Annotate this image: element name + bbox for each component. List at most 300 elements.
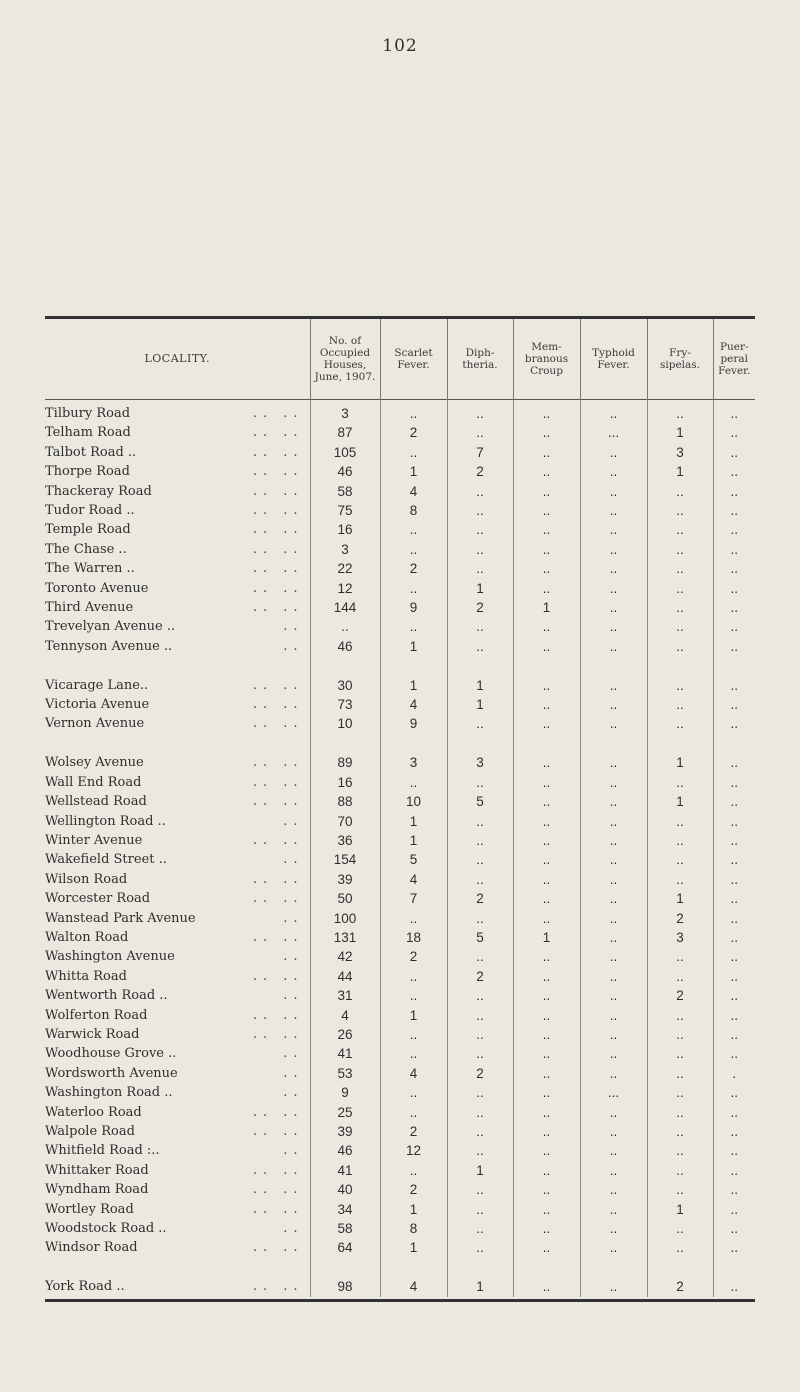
occupied-houses-cell: 3: [310, 404, 380, 423]
erysipelas-cell: 1: [647, 792, 713, 811]
diphtheria-cell: 1: [447, 695, 513, 714]
empty-cell: [713, 734, 755, 753]
typhoid-fever-cell: ..: [580, 1064, 647, 1083]
puerperal-fever-cell: ..: [713, 850, 755, 869]
locality-name: Thorpe Road: [45, 464, 130, 480]
puerperal-fever-cell: ..: [713, 1238, 755, 1257]
table-row: [45, 967, 755, 986]
erysipelas-cell: ..: [647, 1219, 713, 1238]
diphtheria-cell: ..: [447, 1141, 513, 1160]
locality-cell: [45, 617, 310, 636]
header-erysipelas: [647, 319, 713, 400]
membranous-croup-cell: ..: [513, 559, 580, 578]
occupied-houses-cell: 87: [310, 423, 380, 442]
membranous-croup-cell: ..: [513, 1219, 580, 1238]
locality-cell: [45, 1141, 310, 1160]
occupied-houses-cell: 42: [310, 947, 380, 966]
header-line: branous: [524, 353, 569, 365]
scarlet-fever-cell: 1: [380, 1238, 447, 1257]
empty-cell: [713, 1258, 755, 1277]
table-row: [45, 482, 755, 501]
diphtheria-cell: ..: [447, 714, 513, 733]
typhoid-fever-cell: ..: [580, 909, 647, 928]
puerperal-fever-cell: ..: [713, 1122, 755, 1141]
puerperal-fever-cell: ..: [713, 1180, 755, 1199]
puerperal-fever-cell: ..: [713, 404, 755, 423]
locality-cell: [45, 773, 310, 792]
leader-dots: .. ..: [252, 503, 304, 519]
puerperal-fever-cell: ..: [713, 714, 755, 733]
scarlet-fever-cell: 18: [380, 928, 447, 947]
locality-name: Wanstead Park Avenue: [45, 910, 196, 926]
leader-dots: .. ..: [252, 1104, 304, 1120]
occupied-houses-cell: 58: [310, 482, 380, 501]
membranous-croup-cell: ..: [513, 443, 580, 462]
occupied-houses-cell: 131: [310, 928, 380, 947]
diphtheria-cell: 1: [447, 579, 513, 598]
table-row: [45, 1219, 755, 1238]
typhoid-fever-cell: ..: [580, 559, 647, 578]
typhoid-fever-cell: ..: [580, 443, 647, 462]
empty-cell: [513, 734, 580, 753]
membranous-croup-cell: ..: [513, 909, 580, 928]
leader-dots: ..: [283, 1065, 304, 1081]
table-row: [45, 637, 755, 656]
puerperal-fever-cell: ..: [713, 579, 755, 598]
leader-dots: ..: [283, 852, 304, 868]
typhoid-fever-cell: ..: [580, 1141, 647, 1160]
diphtheria-cell: 1: [447, 1161, 513, 1180]
header-line: Fever.: [597, 359, 630, 371]
membranous-croup-cell: ..: [513, 1025, 580, 1044]
typhoid-fever-cell: ..: [580, 695, 647, 714]
table-row: [45, 753, 755, 772]
typhoid-fever-cell: ..: [580, 1277, 647, 1296]
diphtheria-cell: ..: [447, 1200, 513, 1219]
locality-cell: [45, 909, 310, 928]
table-row: [45, 986, 755, 1005]
locality-cell: [45, 1044, 310, 1063]
locality-name: Waterloo Road: [45, 1104, 142, 1120]
table-row: [45, 598, 755, 617]
erysipelas-cell: ..: [647, 870, 713, 889]
membranous-croup-cell: ..: [513, 501, 580, 520]
diphtheria-cell: ..: [447, 909, 513, 928]
locality-name: Wall End Road: [45, 774, 142, 790]
puerperal-fever-cell: ..: [713, 559, 755, 578]
locality-name: Wolferton Road: [45, 1007, 148, 1023]
occupied-houses-cell: 12: [310, 579, 380, 598]
typhoid-fever-cell: ..: [580, 520, 647, 539]
scarlet-fever-cell: ..: [380, 617, 447, 636]
puerperal-fever-cell: ..: [713, 501, 755, 520]
scarlet-fever-cell: ..: [380, 1025, 447, 1044]
leader-dots: .. ..: [252, 1162, 304, 1178]
diphtheria-cell: ..: [447, 831, 513, 850]
leader-dots: .. ..: [252, 794, 304, 810]
occupied-houses-cell: 70: [310, 812, 380, 831]
locality-name: Whitfield Road :..: [45, 1143, 160, 1159]
locality-cell: [45, 462, 310, 481]
locality-name: Wilson Road: [45, 871, 128, 887]
scarlet-fever-cell: 4: [380, 1064, 447, 1083]
empty-cell: [513, 656, 580, 675]
occupied-houses-cell: 98: [310, 1277, 380, 1296]
occupied-houses-cell: 25: [310, 1103, 380, 1122]
occupied-houses-cell: 105: [310, 443, 380, 462]
puerperal-fever-cell: ..: [713, 520, 755, 539]
locality-name: Vicarage Lane..: [45, 677, 149, 693]
erysipelas-cell: ..: [647, 540, 713, 559]
locality-name: Windsor Road: [45, 1240, 138, 1256]
erysipelas-cell: 1: [647, 753, 713, 772]
occupied-houses-cell: 100: [310, 909, 380, 928]
occupied-houses-cell: 39: [310, 1122, 380, 1141]
erysipelas-cell: ..: [647, 947, 713, 966]
scarlet-fever-cell: 2: [380, 423, 447, 442]
diphtheria-cell: 1: [447, 676, 513, 695]
empty-cell: [380, 656, 447, 675]
header-typhoid-fever: [580, 319, 647, 400]
locality-name: Victoria Avenue: [45, 697, 150, 713]
diphtheria-cell: 5: [447, 928, 513, 947]
erysipelas-cell: ..: [647, 714, 713, 733]
occupied-houses-cell: 34: [310, 1200, 380, 1219]
empty-cell: [310, 734, 380, 753]
erysipelas-cell: 1: [647, 423, 713, 442]
occupied-houses-cell: 26: [310, 1025, 380, 1044]
puerperal-fever-cell: ..: [713, 967, 755, 986]
table-row: [45, 792, 755, 811]
empty-cell: [647, 656, 713, 675]
table-row: [45, 1277, 755, 1296]
erysipelas-cell: ..: [647, 773, 713, 792]
table-row: [45, 773, 755, 792]
occupied-houses-cell: 4: [310, 1006, 380, 1025]
erysipelas-cell: ..: [647, 850, 713, 869]
header-diphtheria: [447, 319, 513, 400]
membranous-croup-cell: ..: [513, 579, 580, 598]
diphtheria-cell: ..: [447, 1238, 513, 1257]
erysipelas-cell: ..: [647, 617, 713, 636]
table-row: [45, 1122, 755, 1141]
table-row: [45, 617, 755, 636]
membranous-croup-cell: ..: [513, 753, 580, 772]
scarlet-fever-cell: ..: [380, 967, 447, 986]
locality-cell: [45, 889, 310, 908]
membranous-croup-cell: ..: [513, 695, 580, 714]
membranous-croup-cell: ..: [513, 1122, 580, 1141]
leader-dots: .. ..: [252, 444, 304, 460]
leader-dots: .. ..: [252, 871, 304, 887]
puerperal-fever-cell: ..: [713, 1277, 755, 1296]
occupied-houses-cell: 75: [310, 501, 380, 520]
puerperal-fever-cell: ..: [713, 423, 755, 442]
typhoid-fever-cell: ..: [580, 1180, 647, 1199]
occupied-houses-cell: 36: [310, 831, 380, 850]
empty-cell: [447, 656, 513, 675]
table-row: [45, 1238, 755, 1257]
membranous-croup-cell: ..: [513, 1064, 580, 1083]
empty-cell: [45, 656, 310, 675]
puerperal-fever-cell: ..: [713, 540, 755, 559]
typhoid-fever-cell: ..: [580, 714, 647, 733]
erysipelas-cell: ..: [647, 1161, 713, 1180]
leader-dots: ..: [283, 910, 304, 926]
locality-name: Thackeray Road: [45, 483, 152, 499]
scarlet-fever-cell: 4: [380, 870, 447, 889]
diphtheria-cell: ..: [447, 1025, 513, 1044]
locality-name: York Road ..: [45, 1279, 125, 1295]
membranous-croup-cell: ..: [513, 792, 580, 811]
locality-cell: [45, 986, 310, 1005]
scarlet-fever-cell: 1: [380, 812, 447, 831]
leader-dots: ..: [283, 638, 304, 654]
locality-name: Vernon Avenue: [45, 716, 145, 732]
leader-dots: .. ..: [252, 561, 304, 577]
occupied-houses-cell: 46: [310, 462, 380, 481]
leader-dots: .. ..: [252, 522, 304, 538]
occupied-houses-cell: 73: [310, 695, 380, 714]
diphtheria-cell: ..: [447, 501, 513, 520]
scarlet-fever-cell: ..: [380, 1103, 447, 1122]
table-row: [45, 1006, 755, 1025]
leader-dots: .. ..: [252, 716, 304, 732]
puerperal-fever-cell: ..: [713, 1200, 755, 1219]
occupied-houses-cell: 31: [310, 986, 380, 1005]
locality-cell: [45, 1006, 310, 1025]
locality-name: Third Avenue: [45, 600, 134, 616]
locality-cell: [45, 1238, 310, 1257]
locality-name: Washington Avenue: [45, 949, 175, 965]
occupied-houses-cell: 58: [310, 1219, 380, 1238]
membranous-croup-cell: ..: [513, 947, 580, 966]
membranous-croup-cell: ..: [513, 967, 580, 986]
occupied-houses-cell: 41: [310, 1044, 380, 1063]
leader-dots: .. ..: [252, 697, 304, 713]
erysipelas-cell: ..: [647, 967, 713, 986]
header-line: Houses,: [323, 359, 367, 371]
leader-dots: .. ..: [252, 1124, 304, 1139]
locality-name: The Chase ..: [45, 541, 127, 557]
occupied-houses-cell: 39: [310, 870, 380, 889]
puerperal-fever-cell: ..: [713, 986, 755, 1005]
table-row: [45, 1141, 755, 1160]
diphtheria-cell: ..: [447, 404, 513, 423]
leader-dots: .. ..: [252, 580, 304, 596]
puerperal-fever-cell: ..: [713, 889, 755, 908]
erysipelas-cell: ..: [647, 676, 713, 695]
locality-cell: [45, 753, 310, 772]
diphtheria-cell: ..: [447, 1044, 513, 1063]
puerperal-fever-cell: ..: [713, 598, 755, 617]
table-row: [45, 540, 755, 559]
erysipelas-cell: ..: [647, 1238, 713, 1257]
typhoid-fever-cell: ..: [580, 986, 647, 1005]
erysipelas-cell: 3: [647, 928, 713, 947]
typhoid-fever-cell: ..: [580, 676, 647, 695]
erysipelas-cell: ..: [647, 404, 713, 423]
locality-cell: [45, 1025, 310, 1044]
leader-dots: .. ..: [252, 832, 304, 848]
membranous-croup-cell: ..: [513, 520, 580, 539]
locality-name: Wyndham Road: [45, 1182, 149, 1198]
locality-name: Wellstead Road: [45, 794, 147, 810]
table-row: [45, 579, 755, 598]
empty-cell: [647, 1258, 713, 1277]
erysipelas-cell: 2: [647, 909, 713, 928]
membranous-croup-cell: ..: [513, 1238, 580, 1257]
locality-name: Whittaker Road: [45, 1162, 149, 1178]
table-row: [45, 889, 755, 908]
locality-name: Tennyson Avenue ..: [45, 638, 173, 654]
empty-cell: [380, 734, 447, 753]
typhoid-fever-cell: ..: [580, 967, 647, 986]
diphtheria-cell: 2: [447, 1064, 513, 1083]
erysipelas-cell: ..: [647, 1044, 713, 1063]
puerperal-fever-cell: ..: [713, 870, 755, 889]
table-row: [45, 850, 755, 869]
diphtheria-cell: ..: [447, 870, 513, 889]
occupied-houses-cell: 53: [310, 1064, 380, 1083]
table-row: [45, 947, 755, 966]
puerperal-fever-cell: ..: [713, 462, 755, 481]
erysipelas-cell: 1: [647, 462, 713, 481]
occupied-houses-cell: 30: [310, 676, 380, 695]
erysipelas-cell: ..: [647, 812, 713, 831]
erysipelas-cell: 2: [647, 986, 713, 1005]
header-line: Diph-: [465, 347, 495, 359]
locality-name: Walpole Road: [45, 1124, 135, 1139]
membranous-croup-cell: ..: [513, 1006, 580, 1025]
occupied-houses-cell: 154: [310, 850, 380, 869]
locality-cell: [45, 1083, 310, 1102]
puerperal-fever-cell: ..: [713, 676, 755, 695]
diphtheria-cell: 2: [447, 598, 513, 617]
typhoid-fever-cell: ..: [580, 773, 647, 792]
table-body: [45, 404, 755, 1297]
table-row: [45, 443, 755, 462]
table-row: [45, 831, 755, 850]
scarlet-fever-cell: 1: [380, 676, 447, 695]
typhoid-fever-cell: ..: [580, 850, 647, 869]
diphtheria-cell: ..: [447, 986, 513, 1005]
diphtheria-cell: ..: [447, 520, 513, 539]
locality-name: Wortley Road: [45, 1201, 134, 1217]
locality-cell: [45, 404, 310, 423]
table-row: [45, 714, 755, 733]
locality-name: Wentworth Road ..: [45, 988, 168, 1004]
leader-dots: .. ..: [252, 483, 304, 499]
table-row: [45, 1025, 755, 1044]
scarlet-fever-cell: 8: [380, 1219, 447, 1238]
membranous-croup-cell: ..: [513, 1161, 580, 1180]
locality-name: Warwick Road: [45, 1026, 140, 1042]
typhoid-fever-cell: ..: [580, 1103, 647, 1122]
leader-dots: ..: [283, 949, 304, 965]
erysipelas-cell: ..: [647, 1122, 713, 1141]
locality-cell: [45, 1103, 310, 1122]
occupied-houses-cell: 144: [310, 598, 380, 617]
locality-cell: [45, 812, 310, 831]
membranous-croup-cell: ..: [513, 423, 580, 442]
diphtheria-cell: 2: [447, 462, 513, 481]
header-puerperal-fever: [713, 319, 755, 400]
typhoid-fever-cell: ..: [580, 1006, 647, 1025]
locality-name: Washington Road ..: [45, 1085, 173, 1101]
membranous-croup-cell: ..: [513, 831, 580, 850]
diphtheria-cell: ..: [447, 947, 513, 966]
scarlet-fever-cell: 1: [380, 1200, 447, 1219]
puerperal-fever-cell: ..: [713, 947, 755, 966]
typhoid-fever-cell: ..: [580, 1200, 647, 1219]
scarlet-fever-cell: 10: [380, 792, 447, 811]
header-line: No. of: [328, 335, 362, 347]
locality-cell: [45, 1180, 310, 1199]
empty-cell: [310, 656, 380, 675]
erysipelas-cell: ..: [647, 520, 713, 539]
typhoid-fever-cell: ..: [580, 1025, 647, 1044]
diphtheria-cell: ..: [447, 423, 513, 442]
erysipelas-cell: ..: [647, 501, 713, 520]
table-row: [45, 1044, 755, 1063]
diphtheria-cell: 2: [447, 889, 513, 908]
puerperal-fever-cell: ..: [713, 482, 755, 501]
leader-dots: ..: [283, 619, 304, 635]
diphtheria-cell: ..: [447, 773, 513, 792]
membranous-croup-cell: 1: [513, 598, 580, 617]
locality-cell: [45, 947, 310, 966]
table-row: [45, 462, 755, 481]
locality-cell: [45, 559, 310, 578]
scarlet-fever-cell: ..: [380, 773, 447, 792]
typhoid-fever-cell: ..: [580, 482, 647, 501]
scarlet-fever-cell: 8: [380, 501, 447, 520]
typhoid-fever-cell: ..: [580, 1219, 647, 1238]
membranous-croup-cell: ..: [513, 637, 580, 656]
puerperal-fever-cell: ..: [713, 753, 755, 772]
locality-name: Wellington Road ..: [45, 813, 166, 829]
erysipelas-cell: ..: [647, 1006, 713, 1025]
membranous-croup-cell: ..: [513, 1277, 580, 1296]
scarlet-fever-cell: 1: [380, 831, 447, 850]
occupied-houses-cell: 50: [310, 889, 380, 908]
occupied-houses-cell: 46: [310, 1141, 380, 1160]
puerperal-fever-cell: ..: [713, 695, 755, 714]
typhoid-fever-cell: ..: [580, 598, 647, 617]
membranous-croup-cell: ..: [513, 714, 580, 733]
occupied-houses-cell: 46: [310, 637, 380, 656]
locality-cell: [45, 443, 310, 462]
scarlet-fever-cell: 2: [380, 1180, 447, 1199]
leader-dots: .. ..: [252, 774, 304, 790]
puerperal-fever-cell: .: [713, 1064, 755, 1083]
occupied-houses-cell: 89: [310, 753, 380, 772]
header-occupied-houses: [310, 319, 380, 400]
locality-cell: [45, 676, 310, 695]
scarlet-fever-cell: ..: [380, 1044, 447, 1063]
table-row: [45, 870, 755, 889]
empty-cell: [580, 656, 647, 675]
typhoid-fever-cell: ..: [580, 753, 647, 772]
occupied-houses-cell: 40: [310, 1180, 380, 1199]
occupied-houses-cell: 3: [310, 540, 380, 559]
occupied-houses-cell: ..: [310, 617, 380, 636]
membranous-croup-cell: ..: [513, 462, 580, 481]
locality-cell: [45, 579, 310, 598]
diphtheria-cell: 1: [447, 1277, 513, 1296]
locality-name: Winter Avenue: [45, 832, 143, 848]
